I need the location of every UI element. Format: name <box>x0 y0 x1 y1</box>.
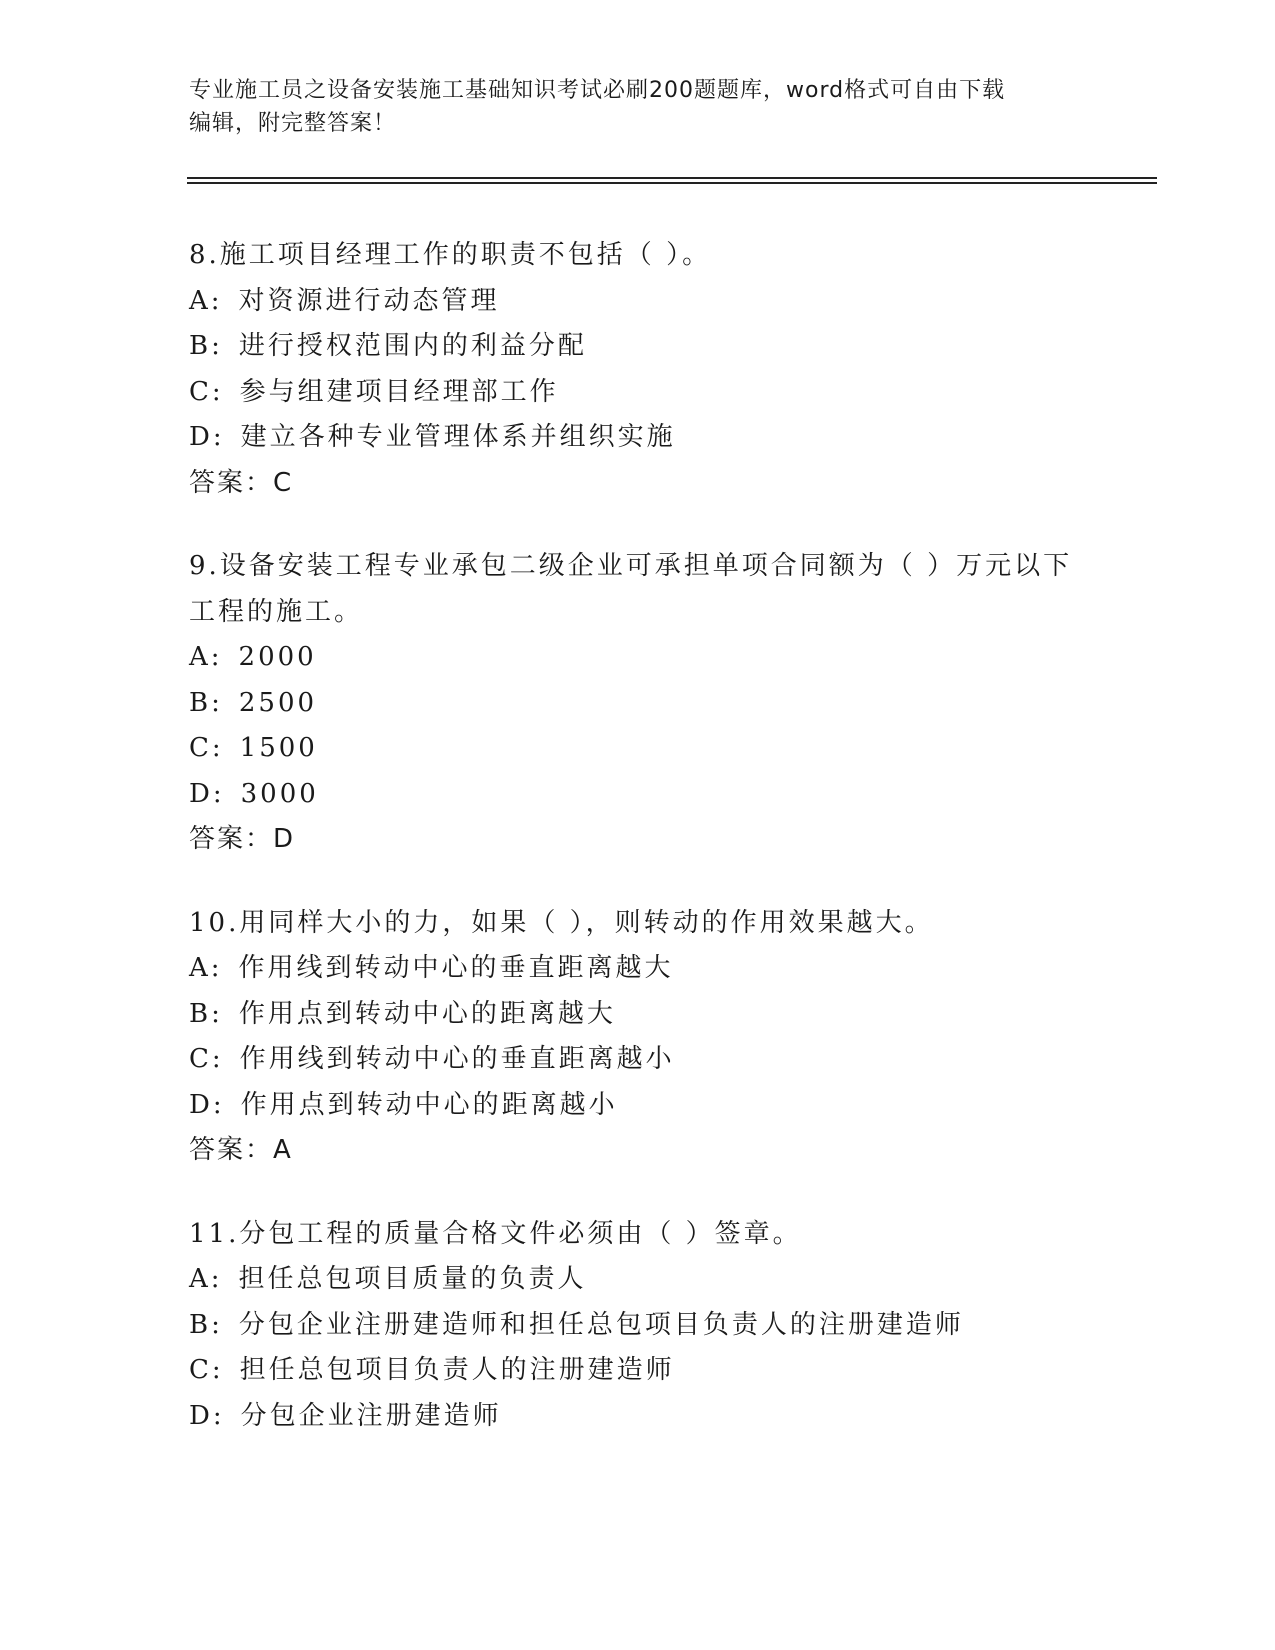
option-key: C: <box>189 733 224 763</box>
header-title-line-2: 编辑，附完整答案！ <box>189 111 397 136</box>
document-header <box>189 74 1089 140</box>
option-text: 2000 <box>238 642 317 672</box>
option-key: B: <box>189 687 223 718</box>
option-text: 作用线到转动中心的垂直距离越小 <box>239 1044 675 1074</box>
option-key: A: <box>189 1264 223 1294</box>
option-d <box>189 415 1089 461</box>
option-text: 进行授权范围内的利益分配 <box>238 331 587 361</box>
option-text: 建立各种专业管理体系并组织实施 <box>240 422 676 452</box>
option-key: A: <box>189 953 223 983</box>
answer: 答案：D <box>189 824 296 854</box>
option-key: D: <box>189 778 225 809</box>
option-d <box>189 1394 1089 1440</box>
question-10 <box>189 901 1089 1174</box>
option-b <box>189 324 1089 370</box>
option-text: 作用点到转动中心的距离越小 <box>240 1089 618 1120</box>
option-text: 对资源进行动态管理 <box>238 285 500 316</box>
option-text: 参与组建项目经理部工作 <box>239 376 559 407</box>
option-key: A: <box>189 642 223 672</box>
option-b <box>189 1303 1089 1349</box>
option-key: B: <box>189 1309 223 1340</box>
question-9 <box>189 544 1089 863</box>
option-key: B: <box>189 998 223 1029</box>
option-c <box>189 726 1089 772</box>
question-stem: 11.分包工程的质量合格文件必须由（ ）签章。 <box>189 1218 802 1249</box>
option-b <box>189 992 1089 1038</box>
question-8 <box>189 233 1089 506</box>
option-c <box>189 370 1089 416</box>
option-text: 担任总包项目质量的负责人 <box>238 1264 587 1294</box>
answer: 答案：C <box>189 467 294 498</box>
question-list <box>189 233 1089 1477</box>
option-c <box>189 1348 1089 1394</box>
option-key: D: <box>189 1400 225 1431</box>
option-a <box>189 1257 1089 1303</box>
option-text: 分包企业注册建造师和担任总包项目负责人的注册建造师 <box>238 1309 964 1340</box>
option-text: 作用线到转动中心的垂直距离越大 <box>238 953 674 983</box>
option-b <box>189 681 1089 727</box>
answer: 答案：A <box>189 1135 293 1165</box>
option-text: 3000 <box>240 778 319 809</box>
option-text: 担任总包项目负责人的注册建造师 <box>239 1355 675 1385</box>
option-key: A: <box>189 285 223 316</box>
option-a <box>189 279 1089 325</box>
option-c <box>189 1037 1089 1083</box>
header-title-line-1: 专业施工员之设备安装施工基础知识考试必刷200题题库，word格式可自由下载 <box>189 78 1006 103</box>
option-key: D: <box>189 1089 225 1120</box>
question-11 <box>189 1212 1089 1440</box>
option-d <box>189 1083 1089 1129</box>
question-stem: 9.设备安装工程专业承包二级企业可承担单项合同额为（ ）万元以下工程的施工。 <box>189 551 1073 627</box>
option-a <box>189 635 1089 681</box>
option-key: C: <box>189 1044 224 1074</box>
option-text: 1500 <box>239 733 318 763</box>
header-divider-top <box>187 177 1157 179</box>
option-key: B: <box>189 331 223 361</box>
option-text: 分包企业注册建造师 <box>240 1400 502 1431</box>
option-key: D: <box>189 422 225 452</box>
option-text: 2500 <box>238 687 318 718</box>
option-key: C: <box>189 376 224 407</box>
header-divider-bottom <box>187 182 1157 184</box>
option-d <box>189 772 1089 818</box>
option-text: 作用点到转动中心的距离越大 <box>238 998 616 1029</box>
option-key: C: <box>189 1355 224 1385</box>
question-stem: 8.施工项目经理工作的职责不包括（ ）。 <box>189 240 712 270</box>
option-a <box>189 946 1089 992</box>
question-stem: 10.用同样大小的力，如果（ ），则转动的作用效果越大。 <box>189 907 934 938</box>
